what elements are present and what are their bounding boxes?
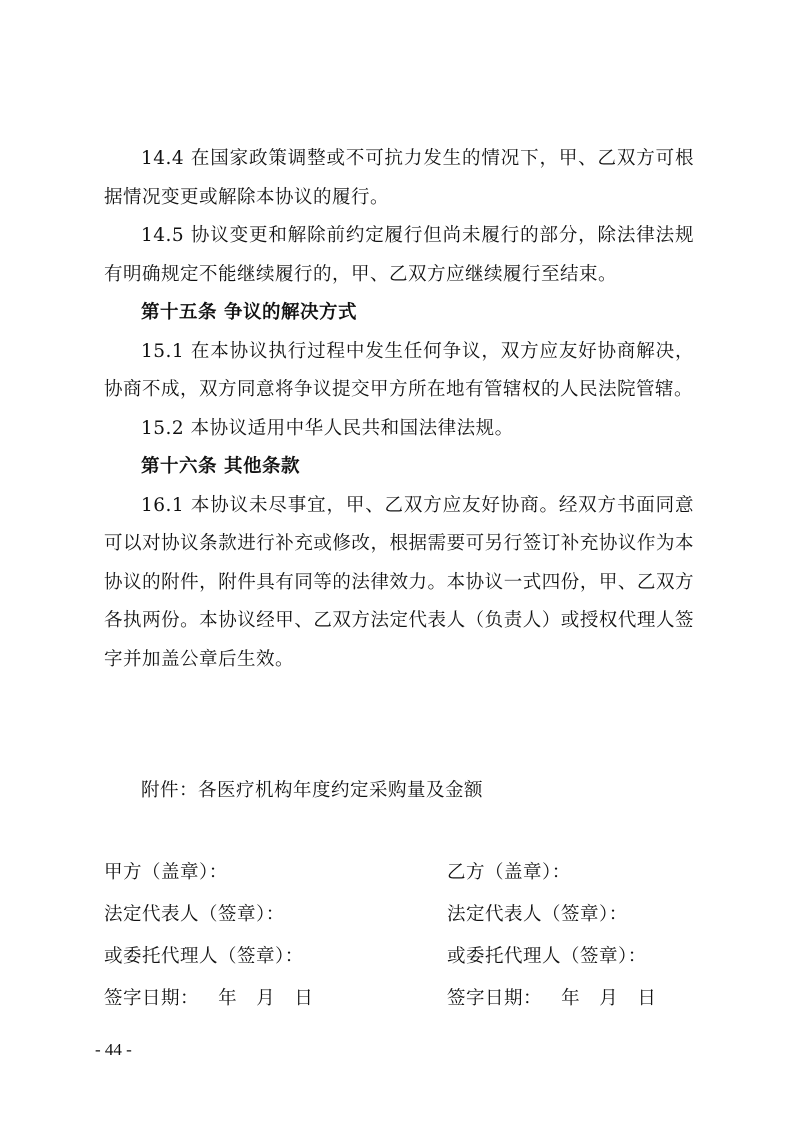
clause-15-2: 15.2 本协议适用中华人民共和国法律法规。 bbox=[141, 417, 514, 439]
clause-14-4: 14.4 在国家政策调整或不可抗力发生的情况下，甲、乙双方可根据情况变更或解除本协议的履行。 bbox=[104, 148, 694, 208]
party-a-agent-label: 或委托代理人（签章）： bbox=[104, 946, 304, 967]
article-15-heading: 第十五条 争议的解决方式 bbox=[141, 302, 357, 323]
signature-row-seal bbox=[104, 850, 704, 892]
signature-row-date bbox=[104, 976, 704, 1018]
page-number: - 44 - bbox=[95, 1040, 132, 1059]
party-b-legal-rep-label: 法定代表人（签章）： bbox=[447, 904, 628, 925]
signature-row-agent bbox=[104, 934, 704, 976]
clause-14-5: 14.5 协议变更和解除前约定履行但尚未履行的部分，除法律法规有明确规定不能继续履行的，甲、乙双方应继续履行至结束。 bbox=[104, 225, 694, 285]
party-b-date-label: 签字日期： 年 月 日 bbox=[447, 988, 657, 1009]
signature-block bbox=[104, 850, 704, 1018]
party-a-legal-rep-label: 法定代表人（签章）： bbox=[104, 904, 285, 925]
party-a-date-label: 签字日期： 年 月 日 bbox=[104, 988, 314, 1009]
signature-row-legal-rep bbox=[104, 892, 704, 934]
document-body bbox=[104, 140, 694, 679]
clause-16-1: 16.1 本协议未尽事宜，甲、乙双方应友好协商。经双方书面同意可以对协议条款进行补充或修改，根据需要可另行签订补充协议作为本协议的附件，附件具有同等的法律效力。本协议一式四份，甲、乙双方各执两份。本协议经甲、乙双方法定代表人（负责人）或授权代理人签字并加盖公章后生效。 bbox=[104, 494, 694, 670]
article-16-heading: 第十六条 其他条款 bbox=[141, 456, 300, 477]
party-b-seal-label: 乙方（盖章）： bbox=[447, 862, 571, 883]
clause-15-1: 15.1 在本协议执行过程中发生任何争议，双方应友好协商解决，协商不成，双方同意将争议提交甲方所在地有管辖权的人民法院管辖。 bbox=[104, 340, 694, 400]
attachment-note: 附件：各医疗机构年度约定采购量及金额 bbox=[141, 780, 484, 801]
party-a-seal-label: 甲方（盖章）： bbox=[104, 862, 228, 883]
party-b-agent-label: 或委托代理人（签章）： bbox=[447, 946, 647, 967]
